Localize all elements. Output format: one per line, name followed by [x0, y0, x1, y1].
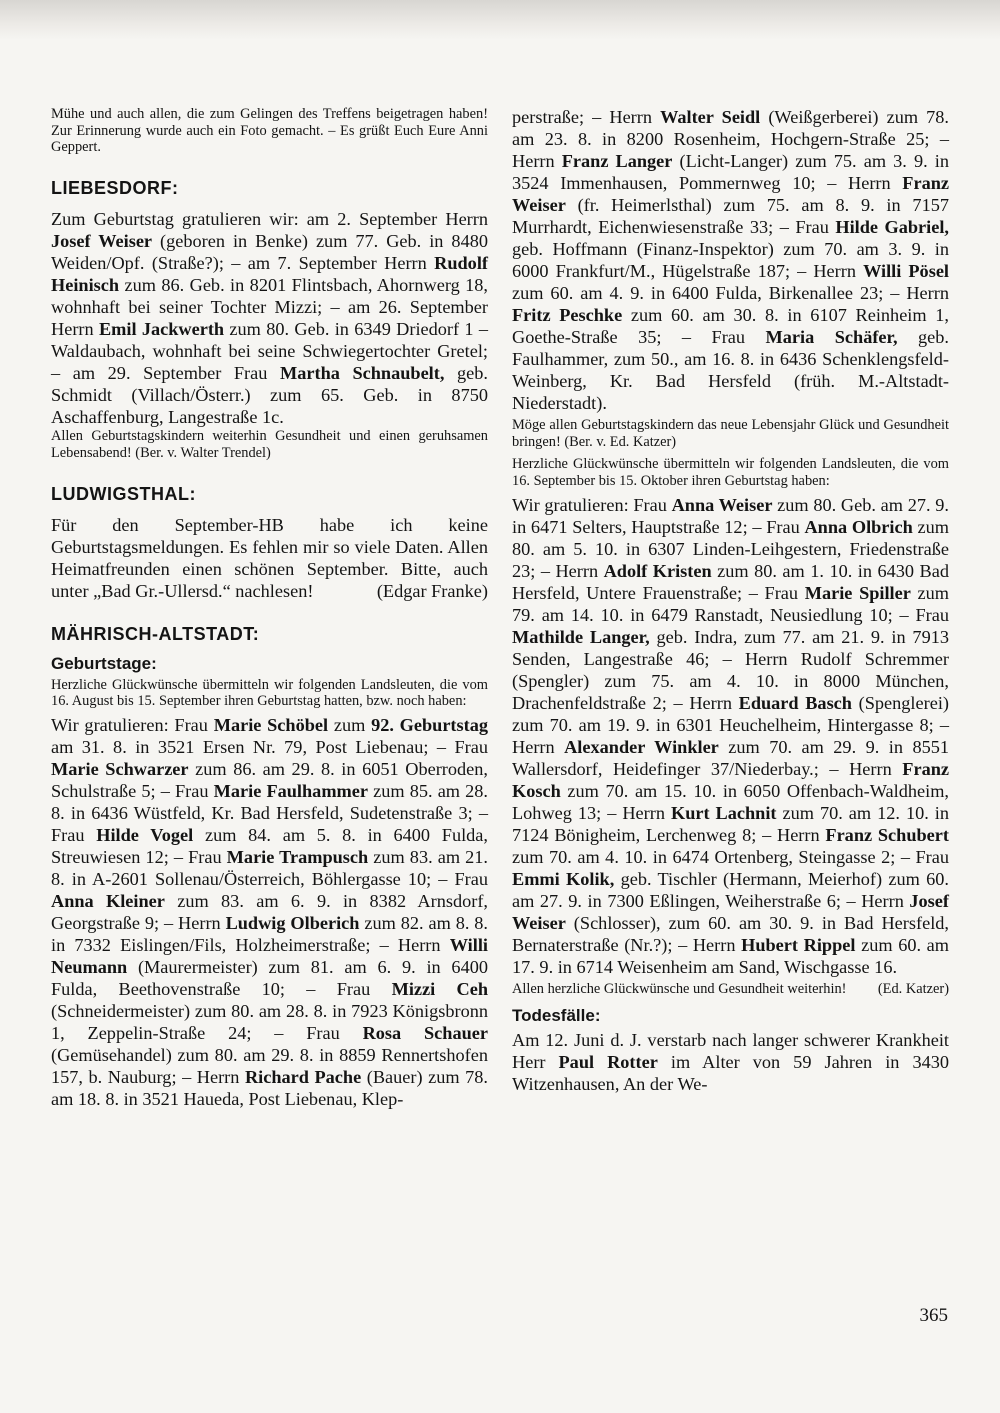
- page-number: 365: [919, 1305, 948, 1326]
- october-birthdays: Wir gratulieren: Frau Anna Weiser zum 80. Geb. am 27. 9. in 6471 Selters, Hauptstraße 12; – Frau Anna Olbrich zum 80. am 5. 10. in 6307 Linden-Leihgestern, Friedenstraße 23; – Herrn Adolf Kristen zum 80. am 1. 10. in 6430 Bad Hersfeld, Untere Frauenstraße; – Frau Marie Spiller zum 79. am 14. 10. in 6479 Ranstadt, Neusiedlung 10; – Frau Mathilde Langer, geb. Indra, zum 77. am 21. 9. in 7913 Senden, Langestraße 46; – Herrn Rudolf Schremmer (Spengler) zum 75. am 4. 10. in 8000 München, Drachenfeldstraße 2; – Herrn Eduard Basch (Spenglerei) zum 70. am 19. 9. in 6301 Heuchelheim, Hintergasse 8; – Herrn Alexander Winkler zum 70. am 29. 9. in 8551 Wallersdorf, Heidefinger 37/Niederbay.; – Herrn Franz Kosch zum 70. am 15. 10. in 6050 Offenbach-Waldheim, Lohweg 13; – Herrn Kurt Lachnit zum 70. am 12. 10. in 7124 Bönigheim, Lerchenweg 8; – Herrn Franz Schubert zum 70. am 4. 10. in 6474 Ortenberg, Steingasse 2; – Frau Emmi Kolik, geb. Tischler (Hermann, Meierhof) zum 60. am 27. 9. in 7300 Eßlingen, Weiherstraße 6; – Herrn Josef Weiser (Schlosser), zum 60. am 30. 9. in Bad Hersfeld, Bernaterstraße (Nr.?); – Herrn Hubert Rippel zum 60. am 17. 9. in 6714 Weisenheim am Sand, Wischgasse 16.: [512, 494, 950, 977]
- october-intro: Herzliche Glückwünsche übermitteln wir folgenden Landsleuten, die vom 16. September bis 15. Oktober ihren Geburtstag haben:: [512, 456, 949, 490]
- maehrisch-birthdays: Wir gratulieren: Frau Marie Schöbel zum 92. Geburtstag am 31. 8. in 3521 Ersen Nr. 79, Post Liebenau; – Frau Marie Schwarzer zum 86. am 29. 8. in 6051 Oberroden, Schulstraße 5; – Frau Marie Faulhammer zum 85. am 28. 8. in 6436 Wüstfeld, Kr. Bad Hersfeld, Sudetenstraße 3; – Frau Hilde Vogel zum 84. am 5. 8. in 6400 Fulda, Streuwiesen 12; – Frau Marie Trampusch zum 83. am 21. 8. in A-2601 Sollenau/Österreich, Böhlergasse 10; – Frau Anna Kleiner zum 83. am 6. 9. in 8382 Arnsdorf, Georgstraße 9; – Herrn Ludwig Olberich zum 82. am 8. 8. in 7332 Eislingen/Fils, Holzheimerstraße; – Herrn Willi Neumann (Maurermeister) zum 81. am 6. 9. in 6400 Fulda, Beethovenstraße 10; – Frau Mizzi Ceh (Schneidermeister) zum 80. am 28. 8. in 7923 Königsbronn 1, Zeppelin-Straße 24; – Frau Rosa Schauer (Gemüsehandel) zum 80. am 29. 8. in 8859 Rennertshofen 157, b. Nauburg; – Herrn Richard Pache (Bauer) zum 78. am 18. 8. in 3521 Haueda, Post Liebenau, Klep-: [51, 714, 489, 1109]
- scan-top-band: [0, 0, 1000, 40]
- subheading-todesfaelle: Todesfälle:: [512, 1005, 601, 1025]
- section-heading-ludwigsthal: LUDWIGSTHAL:: [51, 483, 196, 504]
- right-birthdays-continued: perstraße; – Herrn Walter Seidl (Weißgerberei) zum 78. am 23. 8. in 8200 Rosenheim, Hochgern-Straße 25; – Herrn Franz Langer (Licht-Langer) zum 75. am 3. 9. in 3524 Immenhausen, Pommernweg 10; – Herrn Franz Weiser (fr. Heimerlsthal) zum 75. am 8. 9. in 7157 Murrhardt, Eichenwiesenstraße 33; – Frau Hilde Gabriel, geb. Hoffmann (Finanz-Inspektor) zum 70. am 3. 9. in 6000 Frankfurt/M., Hügelstraße 187; – Herrn Willi Pösel zum 60. am 4. 9. in 6400 Fulda, Birkenallee 23; – Herrn Fritz Peschke zum 60. am 30. 8. in 6107 Reinheim 1, Goethe-Straße 35; – Frau Maria Schäfer, geb. Faulhammer, zum 50., am 16. 8. in 6436 Schenklengsfeld-Weinberg, Kr. Bad Hersfeld (früh. M.-Altstadt-Niederstadt).: [512, 107, 950, 413]
- maehrisch-intro: Herzliche Glückwünsche übermitteln wir folgenden Landsleuten, die vom 16. August bis 15. September ihren Geburtstag hatten, bzw. noch haben:: [51, 676, 488, 710]
- liebesdorf-closing: Allen Geburtstagskindern weiterhin Gesundheit und einen geruhsamen Lebensabend! (Ber. v. Walter Trendel): [51, 428, 488, 461]
- liebesdorf-birthdays: Zum Geburtstag gratulieren wir: am 2. September Herrn Josef Weiser (geboren in Benke) zum 77. Geb. in 8480 Weiden/Opf. (Straße?); – am 7. September Herrn Rudolf Heinisch zum 86. Geb. in 8201 Flintsbach, Ahornwerg 18, wohnhaft bei seiner Tochter Mizzi; – am 26. September Herrn Emil Jackwerth zum 80. Geb. in 6349 Driedorf 1 – Waldaubach, wohnhaft bei seine Schwiegertochter Gretel; – am 29. September Frau Martha Schnaubelt, geb. Schmidt (Villach/Österr.) zum 65. Geb. in 8750 Aschaffenburg, Langestraße 1c.: [51, 209, 489, 428]
- closing-wish: Allen herzliche Glückwünsche und Gesundheit weiterhin! (Ed. Katzer): [512, 980, 949, 997]
- left-column: [51, 106, 488, 1110]
- birthday-wish: Möge allen Geburtstagskindern das neue Lebensjahr Glück und Gesundheit bringen! (Ber. v. Ed. Katzer): [512, 417, 949, 450]
- section-heading-maehrisch-altstadt: MÄHRISCH-ALTSTADT:: [51, 623, 260, 644]
- obituary-paragraph: Am 12. Juni d. J. verstarb nach langer schwerer Krankheit Herr Paul Rotter im Alter von 59 Jahren in 3430 Witzenhausen, An der We-: [512, 1029, 950, 1094]
- ludwigsthal-body: Für den September-HB habe ich keine Geburtstagsmeldungen. Es fehlen mir so viele Daten. Allen Heimatfreunden einen schönen September. Bitte, auch unter „Bad Gr.-Ullersd.“ nachlesen! (Edgar Franke): [51, 514, 488, 601]
- intro-paragraph: Mühe und auch allen, die zum Gelingen des Treffens beigetragen haben! Zur Erinnerung wurde auch ein Foto gemacht. – Es grüßt Euch Eure Anni Geppert.: [51, 106, 488, 156]
- right-column: [512, 106, 949, 1095]
- closing-signature: (Ed. Katzer): [877, 980, 949, 997]
- ludwigsthal-signature: (Edgar Franke): [376, 580, 488, 601]
- section-heading-liebesdorf: LIEBESDORF:: [51, 178, 179, 199]
- subheading-geburtstage: Geburtstage:: [51, 653, 157, 673]
